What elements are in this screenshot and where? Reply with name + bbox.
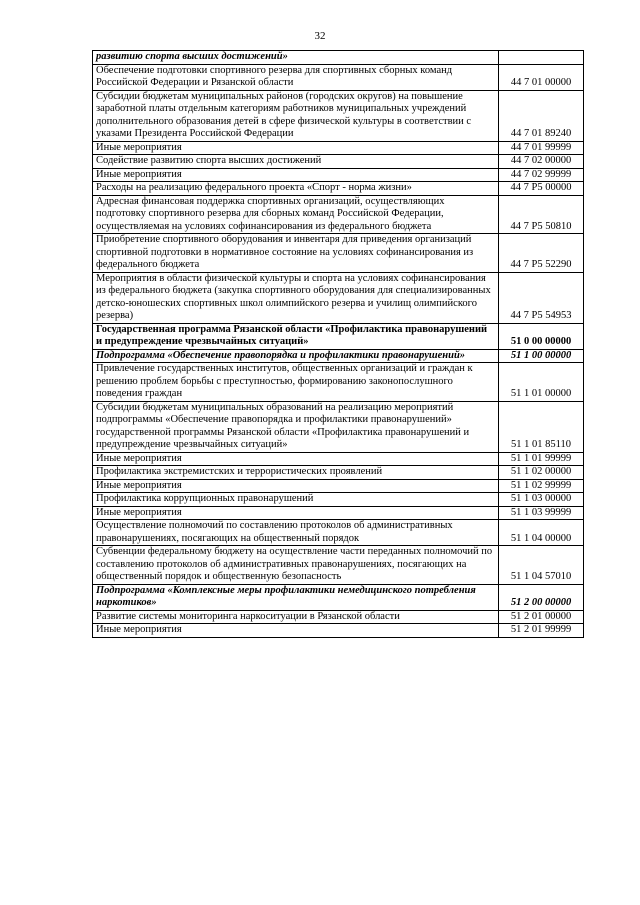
row-code: 51 1 02 99999 <box>499 479 584 493</box>
row-title: Расходы на реализацию федерального проекта «Спорт - норма жизни» <box>93 182 499 196</box>
table-row <box>93 624 584 638</box>
table-row <box>93 506 584 520</box>
row-code: 51 0 00 00000 <box>499 323 584 349</box>
row-code: 51 1 03 00000 <box>499 493 584 507</box>
row-code: 44 7 P5 52290 <box>499 234 584 273</box>
table-row <box>93 141 584 155</box>
page-number: 32 <box>314 30 326 42</box>
row-title: Субсидии бюджетам муниципальных районов (городских округов) на повышение заработной платы отдельным категориям работников муниципальных учреждений дополнительного образования детей в сфере физической культуры в соответствии с указами Президента Российской Федерации <box>93 90 499 141</box>
table-row <box>93 323 584 349</box>
row-code: 51 2 01 00000 <box>499 610 584 624</box>
row-title: Иные мероприятия <box>93 479 499 493</box>
row-title: Развитие системы мониторинга наркоситуации в Рязанской области <box>93 610 499 624</box>
table-row <box>93 349 584 363</box>
table-row <box>93 272 584 323</box>
row-code: 51 1 01 99999 <box>499 452 584 466</box>
row-title: Содействие развитию спорта высших достижений <box>93 155 499 169</box>
table-row <box>93 51 584 65</box>
table-row <box>93 493 584 507</box>
table-row <box>93 452 584 466</box>
table-row <box>93 195 584 234</box>
row-code: 51 2 01 99999 <box>499 624 584 638</box>
row-title: Осуществление полномочий по составлению протоколов об административных правонарушениях, посягающих на общественный порядок <box>93 520 499 546</box>
row-title: Иные мероприятия <box>93 452 499 466</box>
table-row <box>93 90 584 141</box>
row-code: 51 1 01 00000 <box>499 363 584 402</box>
row-code: 44 7 01 99999 <box>499 141 584 155</box>
row-title: Субсидии бюджетам муниципальных образований на реализацию мероприятий подпрограммы «Обеспечение правопорядка и профилактики правонарушений» государственной программы Рязанской области «Профилактика правонарушений и предупреждение чрезвычайных ситуаций» <box>93 401 499 452</box>
table-row <box>93 363 584 402</box>
row-code: 44 7 02 00000 <box>499 155 584 169</box>
row-code: 51 1 03 99999 <box>499 506 584 520</box>
row-title: Обеспечение подготовки спортивного резерва для спортивных сборных команд Российской Федерации и Рязанской области <box>93 64 499 90</box>
budget-classification-table <box>92 50 584 638</box>
table-row <box>93 182 584 196</box>
row-code: 51 1 04 57010 <box>499 546 584 585</box>
row-code: 44 7 P5 00000 <box>499 182 584 196</box>
row-code: 51 1 01 85110 <box>499 401 584 452</box>
row-title: Иные мероприятия <box>93 624 499 638</box>
row-code: 51 1 04 00000 <box>499 520 584 546</box>
table-row <box>93 520 584 546</box>
row-code: 44 7 02 99999 <box>499 168 584 182</box>
row-title: Подпрограмма «Комплексные меры профилактики немедицинского потребления наркотиков» <box>93 584 499 610</box>
table-row <box>93 155 584 169</box>
row-code: 51 1 00 00000 <box>499 349 584 363</box>
table-body <box>93 51 584 638</box>
row-code: 44 7 P5 54953 <box>499 272 584 323</box>
row-code <box>499 51 584 65</box>
row-title: Адресная финансовая поддержка спортивных организаций, осуществляющих подготовку спортивного резерва для сборных команд Российской Федерации, осуществляемая на условиях софинансирования из федерального бюджета <box>93 195 499 234</box>
table-row <box>93 64 584 90</box>
table-row <box>93 234 584 273</box>
table-row <box>93 168 584 182</box>
row-title: Иные мероприятия <box>93 168 499 182</box>
table-row <box>93 610 584 624</box>
row-code: 51 1 02 00000 <box>499 466 584 480</box>
row-title: Иные мероприятия <box>93 141 499 155</box>
table-row <box>93 546 584 585</box>
row-code: 44 7 01 00000 <box>499 64 584 90</box>
row-title: Приобретение спортивного оборудования и инвентаря для приведения организаций спортивной подготовки в нормативное состояние на условиях софинансирования из федерального бюджета <box>93 234 499 273</box>
table-row <box>93 401 584 452</box>
row-title: Привлечение государственных институтов, общественных организаций и граждан к решению проблем борьбы с преступностью, формированию законопослушного поведения граждан <box>93 363 499 402</box>
row-title: Иные мероприятия <box>93 506 499 520</box>
row-code: 51 2 00 00000 <box>499 584 584 610</box>
table-row <box>93 479 584 493</box>
row-title: Государственная программа Рязанской области «Профилактика правонарушений и предупреждение чрезвычайных ситуаций» <box>93 323 499 349</box>
row-code: 44 7 P5 50810 <box>499 195 584 234</box>
row-title: Подпрограмма «Обеспечение правопорядка и профилактики правонарушений» <box>93 349 499 363</box>
row-title: Субвенции федеральному бюджету на осуществление части переданных полномочий по составлению протоколов об административных правонарушениях, посягающих на общественный порядок и общественную безопасность <box>93 546 499 585</box>
row-title: Профилактика коррупционных правонарушений <box>93 493 499 507</box>
table-row <box>93 584 584 610</box>
row-code: 44 7 01 89240 <box>499 90 584 141</box>
row-title: Профилактика экстремистских и террористических проявлений <box>93 466 499 480</box>
row-title: развитию спорта высших достижений» <box>93 51 499 65</box>
row-title: Мероприятия в области физической культуры и спорта на условиях софинансирования из федерального бюджета (закупка спортивного оборудования для специализированных детско-юношеских спортивных школ олимпийского резерва и училищ олимпийского резерва) <box>93 272 499 323</box>
table-row <box>93 466 584 480</box>
